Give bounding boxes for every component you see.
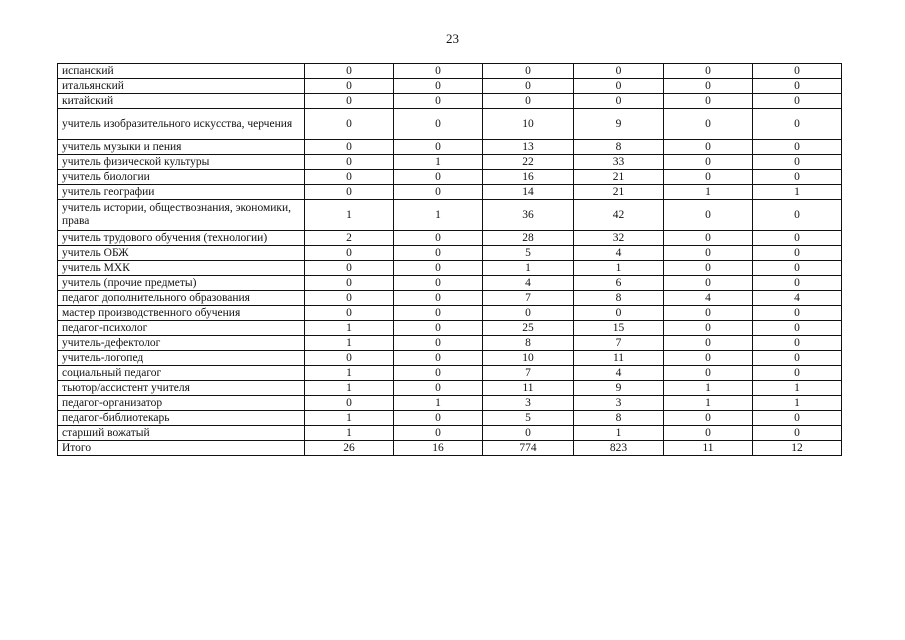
value-cell-4: 21 [574,185,664,200]
value-cell-5: 0 [664,109,753,140]
value-cell-2: 0 [394,109,483,140]
table-row [58,64,842,79]
row-label-cell: педагог-организатор [58,396,305,411]
value-cell-6: 0 [753,64,842,79]
value-cell-2: 0 [394,231,483,246]
value-cell-3: 22 [483,155,574,170]
value-cell-5: 0 [664,200,753,231]
table-row [58,381,842,396]
value-cell-2: 1 [394,200,483,231]
value-cell-5: 0 [664,351,753,366]
value-cell-6: 0 [753,336,842,351]
value-cell-1: 26 [305,441,394,456]
value-cell-2: 0 [394,64,483,79]
value-cell-2: 1 [394,155,483,170]
value-cell-6: 4 [753,291,842,306]
value-cell-3: 5 [483,246,574,261]
value-cell-2: 0 [394,185,483,200]
value-cell-3: 10 [483,351,574,366]
value-cell-6: 0 [753,306,842,321]
table-row [58,441,842,456]
value-cell-6: 0 [753,94,842,109]
value-cell-5: 0 [664,246,753,261]
value-cell-2: 0 [394,336,483,351]
value-cell-2: 0 [394,170,483,185]
value-cell-5: 4 [664,291,753,306]
value-cell-2: 0 [394,426,483,441]
value-cell-5: 0 [664,336,753,351]
table-row [58,246,842,261]
value-cell-3: 0 [483,94,574,109]
value-cell-1: 0 [305,306,394,321]
table-row [58,79,842,94]
table-row [58,140,842,155]
value-cell-5: 0 [664,306,753,321]
value-cell-2: 1 [394,396,483,411]
value-cell-5: 0 [664,261,753,276]
row-label-cell: учитель трудового обучения (технологии) [58,231,305,246]
value-cell-3: 11 [483,381,574,396]
value-cell-2: 0 [394,94,483,109]
value-cell-2: 0 [394,291,483,306]
value-cell-5: 0 [664,366,753,381]
value-cell-3: 7 [483,366,574,381]
row-label-cell: социальный педагог [58,366,305,381]
value-cell-4: 4 [574,366,664,381]
value-cell-4: 9 [574,109,664,140]
value-cell-4: 42 [574,200,664,231]
value-cell-6: 0 [753,200,842,231]
value-cell-3: 0 [483,64,574,79]
value-cell-4: 11 [574,351,664,366]
value-cell-3: 25 [483,321,574,336]
value-cell-3: 13 [483,140,574,155]
row-label-cell: учитель (прочие предметы) [58,276,305,291]
row-label-cell: Итого [58,441,305,456]
value-cell-1: 1 [305,336,394,351]
value-cell-3: 7 [483,291,574,306]
table-row [58,261,842,276]
table-row [58,321,842,336]
value-cell-3: 1 [483,261,574,276]
value-cell-4: 8 [574,140,664,155]
value-cell-4: 33 [574,155,664,170]
row-label-cell: учитель биологии [58,170,305,185]
value-cell-3: 16 [483,170,574,185]
value-cell-3: 14 [483,185,574,200]
row-label-cell: учитель изобразительного искусства, черчения [58,109,305,140]
value-cell-3: 28 [483,231,574,246]
value-cell-6: 0 [753,246,842,261]
table-row [58,185,842,200]
value-cell-1: 0 [305,291,394,306]
value-cell-2: 0 [394,79,483,94]
value-cell-6: 0 [753,155,842,170]
value-cell-3: 36 [483,200,574,231]
value-cell-4: 0 [574,64,664,79]
value-cell-1: 1 [305,381,394,396]
row-label-cell: учитель физической культуры [58,155,305,170]
value-cell-1: 0 [305,396,394,411]
value-cell-1: 0 [305,64,394,79]
value-cell-5: 11 [664,441,753,456]
value-cell-6: 0 [753,321,842,336]
value-cell-1: 2 [305,231,394,246]
table-row [58,366,842,381]
value-cell-3: 0 [483,306,574,321]
value-cell-1: 1 [305,426,394,441]
value-cell-2: 0 [394,306,483,321]
value-cell-6: 0 [753,140,842,155]
value-cell-6: 0 [753,366,842,381]
table-row [58,336,842,351]
value-cell-2: 0 [394,276,483,291]
row-label-cell: педагог-психолог [58,321,305,336]
value-cell-5: 1 [664,381,753,396]
value-cell-3: 0 [483,79,574,94]
value-cell-5: 0 [664,140,753,155]
table-row [58,109,842,140]
row-label-cell: учитель МХК [58,261,305,276]
value-cell-4: 32 [574,231,664,246]
value-cell-1: 0 [305,261,394,276]
value-cell-6: 1 [753,396,842,411]
value-cell-1: 0 [305,79,394,94]
table-row [58,200,842,231]
value-cell-4: 4 [574,246,664,261]
value-cell-1: 1 [305,321,394,336]
value-cell-1: 0 [305,94,394,109]
value-cell-1: 0 [305,170,394,185]
row-label-cell: учитель ОБЖ [58,246,305,261]
table-row [58,170,842,185]
table-row [58,396,842,411]
value-cell-4: 6 [574,276,664,291]
value-cell-6: 0 [753,79,842,94]
value-cell-1: 1 [305,366,394,381]
value-cell-6: 0 [753,411,842,426]
table-row [58,155,842,170]
value-cell-2: 0 [394,411,483,426]
value-cell-6: 1 [753,381,842,396]
value-cell-1: 0 [305,140,394,155]
value-cell-2: 0 [394,321,483,336]
table-row [58,231,842,246]
table-row [58,276,842,291]
row-label-cell: педагог дополнительного образования [58,291,305,306]
value-cell-1: 1 [305,200,394,231]
value-cell-6: 0 [753,109,842,140]
value-cell-4: 8 [574,291,664,306]
value-cell-4: 0 [574,306,664,321]
table-row [58,291,842,306]
value-cell-6: 0 [753,426,842,441]
row-label-cell: китайский [58,94,305,109]
value-cell-5: 0 [664,426,753,441]
value-cell-5: 0 [664,411,753,426]
value-cell-5: 0 [664,64,753,79]
row-label-cell: старший вожатый [58,426,305,441]
staff-table [57,63,842,456]
value-cell-4: 9 [574,381,664,396]
value-cell-4: 0 [574,79,664,94]
value-cell-4: 0 [574,94,664,109]
value-cell-2: 0 [394,261,483,276]
value-cell-3: 0 [483,426,574,441]
value-cell-3: 774 [483,441,574,456]
row-label-cell: учитель-логопед [58,351,305,366]
value-cell-1: 0 [305,276,394,291]
value-cell-3: 8 [483,336,574,351]
value-cell-4: 8 [574,411,664,426]
value-cell-6: 0 [753,231,842,246]
table-row [58,411,842,426]
value-cell-2: 0 [394,140,483,155]
table-row [58,426,842,441]
value-cell-5: 0 [664,170,753,185]
value-cell-1: 0 [305,351,394,366]
value-cell-3: 10 [483,109,574,140]
value-cell-5: 0 [664,94,753,109]
value-cell-1: 1 [305,411,394,426]
value-cell-4: 823 [574,441,664,456]
page-number: 23 [446,31,459,46]
row-label-cell: испанский [58,64,305,79]
value-cell-1: 0 [305,155,394,170]
value-cell-4: 15 [574,321,664,336]
row-label-cell: учитель географии [58,185,305,200]
value-cell-5: 0 [664,79,753,94]
value-cell-6: 12 [753,441,842,456]
table-row [58,306,842,321]
value-cell-1: 0 [305,185,394,200]
value-cell-4: 1 [574,261,664,276]
row-label-cell: учитель истории, обществознания, экономики, права [58,200,305,231]
row-label-cell: тьютор/ассистент учителя [58,381,305,396]
value-cell-5: 0 [664,276,753,291]
value-cell-6: 0 [753,276,842,291]
value-cell-2: 0 [394,246,483,261]
value-cell-3: 5 [483,411,574,426]
value-cell-5: 0 [664,321,753,336]
value-cell-1: 0 [305,109,394,140]
value-cell-4: 21 [574,170,664,185]
value-cell-2: 0 [394,366,483,381]
value-cell-5: 1 [664,185,753,200]
value-cell-5: 1 [664,396,753,411]
row-label-cell: итальянский [58,79,305,94]
table-row [58,94,842,109]
row-label-cell: учитель музыки и пения [58,140,305,155]
value-cell-4: 1 [574,426,664,441]
value-cell-5: 0 [664,231,753,246]
value-cell-4: 7 [574,336,664,351]
value-cell-2: 0 [394,381,483,396]
table-body [58,64,842,456]
row-label-cell: мастер производственного обучения [58,306,305,321]
table-row [58,351,842,366]
value-cell-6: 0 [753,351,842,366]
value-cell-6: 1 [753,185,842,200]
value-cell-3: 4 [483,276,574,291]
row-label-cell: учитель-дефектолог [58,336,305,351]
value-cell-4: 3 [574,396,664,411]
value-cell-6: 0 [753,170,842,185]
row-label-cell: педагог-библиотекарь [58,411,305,426]
value-cell-5: 0 [664,155,753,170]
value-cell-3: 3 [483,396,574,411]
value-cell-1: 0 [305,246,394,261]
value-cell-6: 0 [753,261,842,276]
value-cell-2: 16 [394,441,483,456]
value-cell-2: 0 [394,351,483,366]
